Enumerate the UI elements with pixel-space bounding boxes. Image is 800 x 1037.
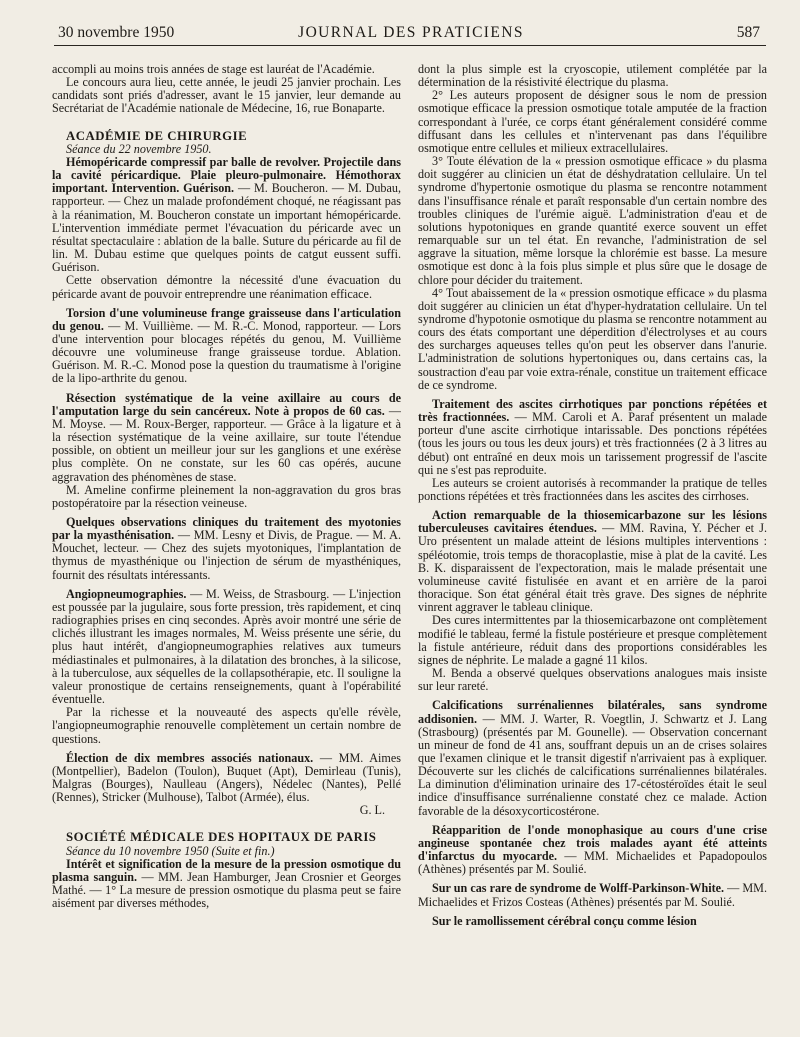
article-text: — M. Weiss, de Strasbourg. — L'injection est poussée par la jugulaire, sous forte pression, très rapidement, et cinq radiographies prises en cinq secondes. Après avoir montré une série de clichés illustrant les images normales, M. Weiss présente une série, du plus haut intérêt, d'angiopneumographies relatives aux tumeurs médiastinales et pulmonaires, à la dilatation des bronches, à la silicose, à la tuberculose, aux séquelles de la collapsothérapie, etc. Il souligne la valeur pronostique de certains renseignements, quant à l'opérabilité éventuelle.: [52, 586, 401, 707]
article-title: Action remarquable de la thiosemicarbazone sur les lésions tuberculeuses cavitaires étendues.: [418, 508, 767, 536]
article-text: — Chez un malade profondément choqué, ne réagissant pas à la réanimation, M. Boucheron constate un important hémopéricarde. L'intervention immédiate permet l'évacuation du péricarde avec un résultat spectaculaire : ablation de la balle. Suture du péricarde au fil de lin. M. Dubau estime que quelques points de catgut eussent suffi. Guérison.: [52, 194, 401, 275]
signature: G. L.: [359, 803, 385, 818]
paragraph: Les auteurs se croient autorisés à recommander la pratique de telles ponctions répétées et très fractionnées dans les ascites des cirrhoses.: [418, 475, 767, 503]
article: [418, 882, 767, 908]
session-date: Séance du 10 novembre 1950 (Suite et fin.): [66, 843, 275, 858]
header-rule: [54, 45, 766, 46]
article-text: — MM. Lesny et Divis, de Prague. — M. A. Mouchet, lecteur. — Chez des sujets myotoniques, l'implantation de thymus de myasthénique ou l'injection de sérum de myasthéniques, fournit des résultats intéressants.: [52, 528, 401, 582]
article: [52, 307, 401, 386]
paragraph: Le concours aura lieu, cette année, le jeudi 25 janvier prochain. Les candidats sont priés d'adresser, avant le 15 janvier, leur demande au Secrétariat de l'Académie nationale de Médecine, 16, rue Bonaparte.: [52, 75, 401, 116]
article-text: — MM. Jean Hamburger, Jean Crosnier et Georges Mathé. — 1° La mesure de pression osmotique du plasma peut se faire aisément par diverses méthodes,: [52, 869, 401, 911]
article-text: — MM. J. Warter, R. Voegtlin, J. Schwartz et J. Lang (Strasbourg) (présentés par M. Gounelle). — Observation concernant un mineur de fond de 41 ans, souffrant depuis un an de crises solaires que l'examen clinique et le transit digestif n'arrivaient pas à expliquer. Découverte sur les clichés de calcifications surrénaliennes bilatérales. La diminution d'élimination urinaire des 17-cétostéroïdes était le seul indice d'insuffisance surrénalienne constaté chez ce malade. Action favorable de la désoxycorticostérone.: [418, 711, 767, 818]
article: [52, 588, 401, 706]
article: [418, 398, 767, 477]
article-title: Résection systématique de la veine axillaire au cours de l'amputation large du sein cancéreux. Note à propos de 60 cas.: [52, 390, 401, 418]
paragraph: Par la richesse et la nouveauté des aspects qu'elle révèle, l'angiopneumographie renouvelle complètement un certain nombre de questions.: [52, 705, 401, 746]
article-title: Intérêt et signification de la mesure de la pression osmotique du plasma sanguin.: [52, 856, 401, 884]
article-title: Torsion d'une volumineuse frange graisseuse dans l'articulation du genou.: [52, 305, 401, 333]
journal-title: JOURNAL DES PRATICIENS: [298, 24, 524, 41]
paragraph: Cette observation démontre la nécessité d'une évacuation du péricarde avant de pouvoir entreprendre une réanimation efficace.: [52, 273, 401, 301]
article-text: — MM. Caroli et A. Paraf présentent un malade porteur d'une ascite cirrhotique intarissable. Des ponctions répétées (tous les jours ou tous les deux jours) et très fractionnées (2 à 3 litres au début) ont entraîné en deux mois un tarissement progressif de l'ascite qui ne s'est pas reproduite.: [418, 410, 767, 477]
page-header: [58, 20, 764, 46]
paragraph: 3° Toute élévation de la « pression osmotique efficace » du plasma doit suggérer au clinicien un état de déshydratation cellulaire. Un tel syndrome d'hypertonie osmotique du plasma se rencontre notamment dans l'insuffisance rénale et paraît responsable d'un certain nombre des troubles cliniques de l'urémie aiguë. L'administration d'eau et de solutions hypotoniques en grande quantité exerce souvent un effet remarquable sur un tel état. En revanche, l'administration de sel aggrave la situation, même lorsque la chlorémie est basse. La mesure osmotique est donc à la fois plus simple et plus sûre que le dosage de chlore pour décider du traitement.: [418, 154, 767, 287]
article: [418, 915, 767, 928]
article-text: — MM. Michaelides et Frizos Costeas (Athènes) présentés par M. Soulié.: [418, 881, 767, 909]
article-authors: — M. Boucheron. — M. Dubau, rapporteur.: [52, 181, 401, 209]
paragraph: dont la plus simple est la cryoscopie, utilement complétée par la détermination de la résistivité électrique du plasma.: [418, 63, 767, 90]
article-text: — M. Vuillième. — M. R.-C. Monod, rapporteur. — Lors d'une intervention pour blocages répétés du genou, M. Vuillième découvre une volumineuse frange graisseuse tordue. Ablation. Guérison. M. R.-C. Monod pose la question du traumatisme à l'origine de la lipo-arthrite du genou.: [52, 318, 401, 386]
section-heading: SOCIÉTÉ MÉDICALE DES HOPITAUX DE PARIS: [66, 830, 377, 845]
article: [52, 858, 401, 911]
article-title: Hémopéricarde compressif par balle de revolver. Projectile dans la cavité péricardique. Plaie pleuro-pulmonaire. Hémothorax important. Intervention. Guérison.: [52, 154, 401, 196]
article-title: Quelques observations cliniques du traitement des myotonies par la myasthénisation.: [52, 515, 401, 543]
page-number: 587: [736, 24, 760, 41]
article: [52, 752, 401, 805]
paragraph: M. Ameline confirme pleinement la non-aggravation du gros bras postopératoire par la résection veineuse.: [52, 482, 401, 510]
issue-date: 30 novembre 1950: [58, 24, 175, 41]
article: [418, 824, 767, 877]
article: [52, 392, 401, 484]
article-title: Angiopneumographies.: [66, 586, 187, 601]
article: [52, 156, 401, 274]
article-title: Sur un cas rare de syndrome de Wolff-Parkinson-White.: [432, 881, 725, 896]
session-date: Séance du 22 novembre 1950.: [66, 141, 212, 156]
left-column: [52, 63, 401, 1033]
article: [418, 509, 767, 614]
article-text: — MM. Michaelides et Papadopoulos (Athènes) présentés par M. Soulié.: [418, 849, 767, 877]
article-text: — M. Moyse. — M. Roux-Berger, rapporteur. — Grâce à la ligature et à la résection systématique de la veine axillaire, sur toute l'étendue possible, on obtient un meilleur jour sur les ganglions et une exérèse plus complète. On ne constate, sur les 60 cas opérés, aucune aggravation des phénomènes de stase.: [52, 403, 401, 484]
paragraph: 4° Tout abaissement de la « pression osmotique efficace » du plasma doit suggérer au clinicien un état d'hyper-hydratation cellulaire. Un tel syndrome d'hypotonie osmotique du plasma se rencontre notamment au cours des états comportant une déperdition d'électrolyses et au cours des surcharges aqueuses telles qu'on peut les observer dans l'anurie. L'administration de solutions hypertoniques ou, dans certains cas, la soustraction d'eau par voie extra-rénale, constitue un traitement efficace de ce syndrome.: [418, 285, 767, 392]
article-title: Traitement des ascites cirrhotiques par ponctions répétées et très fractionnées.: [418, 396, 767, 425]
article-text: — MM. Aimes (Montpellier), Badelon (Toulon), Buquet (Apt), Demirleau (Tunis), Malgras (Bourges), Naulleau (Angers), Nédelec (Nantes), Pellé (Rennes), Stricker (Mulhouse), Talbot (Armée), élus.: [52, 750, 401, 805]
article-title: Sur le ramollissement cérébral conçu comme lésion: [432, 913, 697, 928]
article: [418, 699, 767, 817]
article-title: Élection de dix membres associés nationaux.: [66, 750, 314, 765]
article-title: Calcifications surrénaliennes bilatérales, sans syndrome addisonien.: [418, 698, 767, 726]
paragraph: 2° Les auteurs proposent de désigner sous le nom de pression osmotique efficace la pression osmotique totale amputée de la fraction correspondant à l'urée, ce corps étant généralement considéré comme diffusant dans les cellules et n'intervenant pas dans l'équilibre osmotique entre cellules et milieux extracellulaires.: [418, 88, 767, 155]
paragraph: Des cures intermittentes par la thiosemicarbazone ont complètement modifié le tableau, fermé la fistule postérieure et presque complètement la fistule antérieure, réduit dans des proportions considérables les signes de néphrite. Le malade a gagné 11 kilos.: [418, 613, 767, 667]
paragraph: M. Benda a observé quelques observations analogues mais insiste sur leur rareté.: [418, 666, 767, 694]
article-title: Réapparition de l'onde monophasique au cours d'une crise angineuse spontanée chez trois malades ayant été atteints d'infarctus du myocarde.: [418, 822, 767, 864]
article: [52, 516, 401, 582]
right-column: [418, 63, 767, 1033]
section-heading: ACADÉMIE DE CHIRURGIE: [66, 128, 248, 143]
paragraph: accompli au moins trois années de stage est lauréat de l'Académie.: [52, 63, 375, 76]
article-text: — MM. Ravina, Y. Pécher et J. Uro présentent un malade atteint de lésions multiples interventions : spéléotomie, trois temps de thoracoplastie, mise à plat de la cavité. Les B. K. disparaissent de l'expectoration, mais le malade présentait une volumineuse cavité fistulisée en avant et en arrière de la paroi thoracique. Son état général était très grave. Des signes de néphrite vinrent aggraver le tableau clinique.: [418, 521, 767, 615]
